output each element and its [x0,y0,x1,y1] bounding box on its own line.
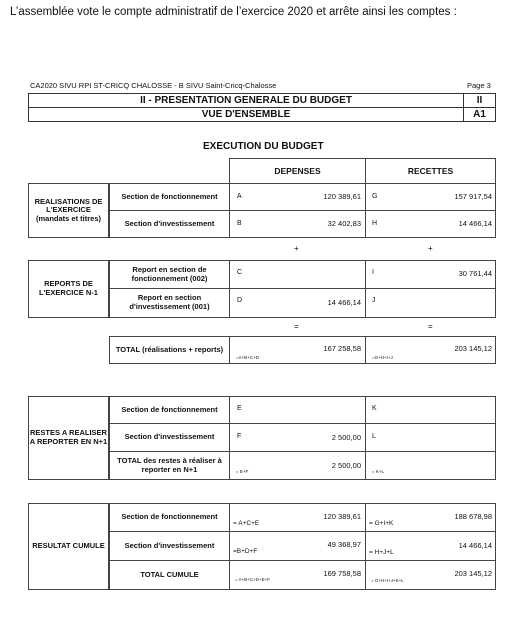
resultat-fonct-recettes-value: 188 678,98 [454,512,492,521]
section-code: II [463,93,496,108]
resultat-label: RESULTAT CUMULE [28,503,109,590]
restes-total-depenses-value: 2 500,00 [331,461,361,470]
cell-d [229,288,366,318]
resultat-invest-depenses-cell [229,531,366,561]
value-a: 120 389,61 [323,192,361,201]
cell-j [365,288,496,318]
reports-label: REPORTS DE L'EXERCICE N-1 [28,260,109,318]
restes-total-depenses-formula: = E+F [236,469,249,474]
intro-text: L’assemblée vote le compte administratif de l’exercice 2020 et arrête ainsi les comptes : [10,6,457,18]
restes-invest-label: Section d'investissement [109,423,230,452]
letter-k: K [372,405,377,412]
restes-total-depenses-cell [229,451,366,480]
cell-l [365,423,496,452]
equals-sign-depenses: = [294,322,299,331]
letter-b: B [237,220,242,227]
plus-sign-depenses: + [294,244,299,253]
restes-total-recettes-cell [365,451,496,480]
execution-title: EXECUTION DU BUDGET [203,141,324,152]
value-b: 32 402,83 [327,219,361,228]
reports-invest-label: Report en section d'investissement (001) [109,288,230,318]
resultat-total-depenses-value: 169 758,58 [323,569,361,578]
resultat-invest-label: Section d'investissement [109,531,230,561]
value-d: 14 466,14 [327,298,361,307]
resultat-total-depenses-formula: = A+B+C+D+E+F [235,577,271,582]
depenses-header: DEPENSES [229,158,366,184]
cell-e [229,396,366,424]
resultat-invest-recettes-formula: = H+J+L [369,549,394,556]
cell-g [365,183,496,211]
resultat-invest-recettes-cell [365,531,496,561]
letter-f: F [237,433,242,440]
resultat-total-recettes-formula: = G+H+I+J+K+L [371,578,404,583]
letter-c: C [237,269,243,276]
resultat-fonct-depenses-value: 120 389,61 [323,512,361,521]
realisations-fonct-label: Section de fonctionnement [109,183,230,211]
cell-b [229,210,366,238]
reports-fonct-label: Report en section de fonctionnement (002) [109,260,230,289]
resultat-total-label: TOTAL CUMULE [109,560,230,590]
resultat-invest-depenses-value: 49 368,97 [327,540,361,549]
total-depenses-formula: =A+B+C+D [236,355,260,360]
value-g: 157 917,54 [454,192,492,201]
resultat-fonct-depenses-cell [229,503,366,532]
section-title: II - PRESENTATION GENERALE DU BUDGET [28,93,464,108]
cell-f [229,423,366,452]
letter-a: A [237,193,242,200]
total-depenses-cell [229,336,366,364]
recettes-header: RECETTES [365,158,496,184]
cell-i [365,260,496,289]
page-number: Page 3 [467,81,491,90]
subsection-title: VUE D'ENSEMBLE [28,107,464,122]
value-f: 2 500,00 [331,433,361,442]
letter-i: I [372,269,374,276]
resultat-total-recettes-value: 203 145,12 [454,569,492,578]
resultat-invest-depenses-formula: =B+D+F [233,548,258,555]
total-recettes-cell [365,336,496,364]
value-h: 14 466,14 [458,219,492,228]
plus-sign-recettes: + [428,244,433,253]
total-label: TOTAL (réalisations + reports) [109,336,230,364]
cell-k [365,396,496,424]
restes-fonct-label: Section de fonctionnement [109,396,230,424]
resultat-total-recettes-cell [365,560,496,590]
cell-c [229,260,366,289]
resultat-invest-recettes-value: 14 466,14 [458,541,492,550]
resultat-fonct-recettes-formula: = G+I+K [369,520,394,527]
realisations-invest-label: Section d'investissement [109,210,230,238]
equals-sign-recettes: = [428,322,433,331]
restes-total-recettes-formula: = K+L [372,469,385,474]
resultat-fonct-label: Section de fonctionnement [109,503,230,532]
resultat-fonct-depenses-formula: = A+C+E [233,520,260,527]
letter-h: H [372,220,378,227]
cell-h [365,210,496,238]
letter-d: D [237,297,243,304]
total-depenses-value: 167 258,58 [323,344,361,353]
restes-label: RESTES A REALISER A REPORTER EN N+1 [28,396,109,480]
letter-g: G [372,193,378,200]
subsection-code: A1 [463,107,496,122]
realisations-label: REALISATIONS DE L'EXERCICE (mandats et titres) [28,183,109,238]
cell-a [229,183,366,211]
letter-e: E [237,405,242,412]
value-i: 30 761,44 [458,269,492,278]
document-header: CA2020 SIVU RPI ST-CRICQ CHALOSSE - B SIVU Saint-Cricq-Chalosse [30,81,277,90]
total-recettes-value: 203 145,12 [454,344,492,353]
letter-l: L [372,433,376,440]
letter-j: J [372,297,376,304]
resultat-fonct-recettes-cell [365,503,496,532]
resultat-total-depenses-cell [229,560,366,590]
total-recettes-formula: =G+H+I+J [372,355,393,360]
restes-total-label: TOTAL des restes à réaliser à reporter en N+1 [109,451,230,480]
